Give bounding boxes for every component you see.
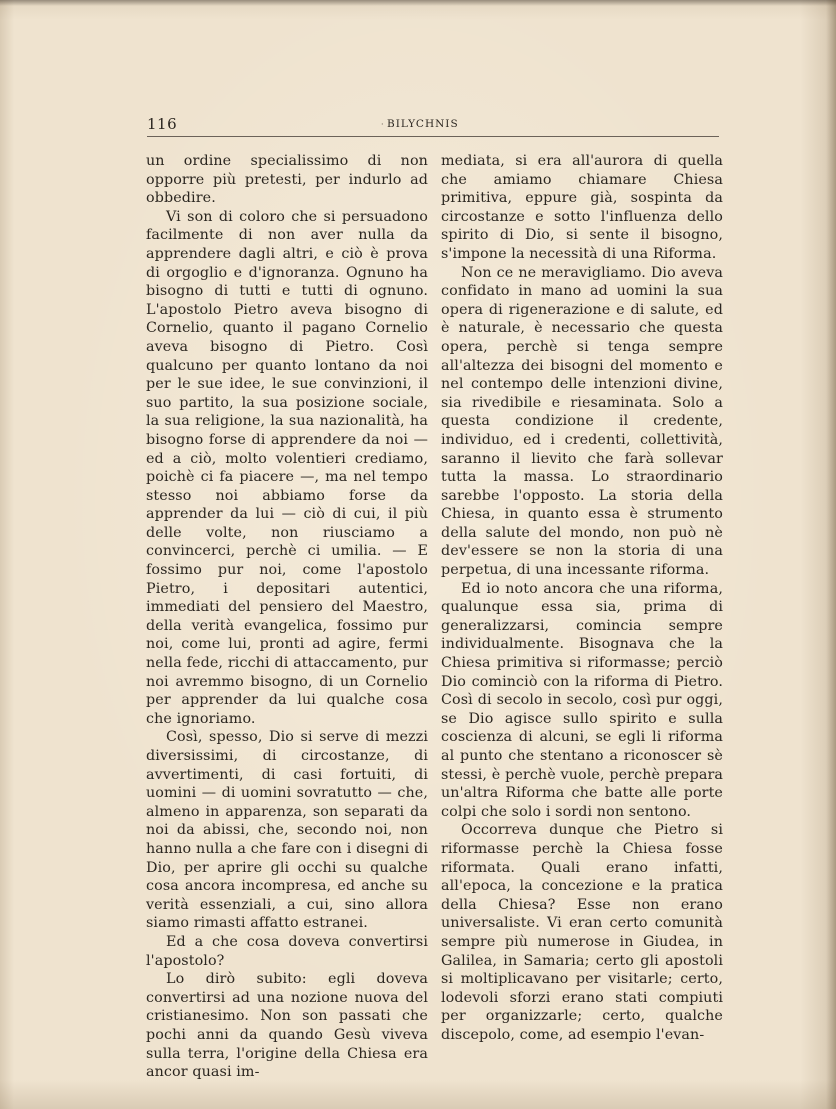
left-column bbox=[146, 152, 428, 1082]
paragraph: Lo dirò subito: egli doveva convertirsi ad una nozione nuova del cristianesimo. Non son passati che pochi anni da quando Gesù viveva sulla terra, l'origine della Chiesa era ancor quasi im- bbox=[146, 971, 428, 1081]
paragraph: mediata, si era all'aurora di quella che amiamo chiamare Chiesa primitiva, eppure già, sospinta da circostanze e sotto l'influenza dello spirito di Dio, si sente il bisogno, s'impone la necessità di una Riforma. bbox=[441, 153, 723, 262]
paragraph: Vi son di coloro che si persuadono facilmente di non aver nulla da apprendere dagli altri, e ciò è prova di orgoglio e d'ignoranza. Ognuno ha bisogno di tutti e tutti di ognuno. L'apostolo Pietro aveva bisogno di Cornelio, quanto il pagano Cornelio aveva bisogno di Pietro. Così qualcuno per quanto lontano da noi per le sue idee, le sue convinzioni, il suo partito, la sua posizione sociale, la sua religione, la sua nazionalità, ha bisogno forse di apprendere da noi — ed a ciò, molto volentieri crediamo, poichè ci fa piacere —, ma nel tempo stesso noi abbiamo forse da apprender da lui — ciò di cui, il più delle volte, non riusciamo a convincerci, perchè ci umilia. — E fossimo pur noi, come l'apostolo Pietro, i depositari autentici, immediati del pensiero del Maestro, della verità evangelica, fossimo pur noi, come lui, pronti ad agire, fermi nella fede, ricchi di attaccamento, pur noi avremmo bisogno, di un Cornelio per apprender da lui qualche cosa che ignoriamo. bbox=[146, 208, 428, 727]
header-rule bbox=[147, 136, 719, 137]
page-top-shadow bbox=[0, 0, 836, 6]
right-column bbox=[441, 152, 723, 1045]
page-right-shadow bbox=[826, 0, 836, 1109]
paragraph: Così, spesso, Dio si serve di mezzi diversissimi, di circostanze, di avvertimenti, di casi fortuiti, di uomini — di uomini sovratutto — che, almeno in apparenza, son separati da noi da abissi, che, secondo noi, non hanno nulla a che fare con i disegni di Dio, per aprire gli occhi su qualche cosa ancora incompresa, ed anche su verità essenziali, a cui, sino allora siamo rimasti affatto estranei. bbox=[146, 729, 428, 932]
page-number: 116 bbox=[147, 115, 178, 133]
paragraph: Ed a che cosa doveva convertirsi l'apostolo? bbox=[146, 933, 428, 969]
running-title: BILYCHNIS bbox=[387, 118, 459, 130]
paragraph: un ordine specialissimo di non opporre più pretesti, per indurlo ad obbedire. bbox=[146, 153, 428, 207]
paragraph: Ed io noto ancora che una riforma, qualunque essa sia, prima di generalizzarsi, comincia sempre individualmente. Bisognava che la Chiesa primitiva si riformasse; perciò Dio cominciò con la riforma di Pietro. Così di secolo in secolo, così pur oggi, se Dio agisce sullo spirito e sulla coscienza di alcuni, se egli li riforma al punto che stentano a riconoscer sè stessi, è perchè vuole, perchè prepara un'altra Riforma che batte alle porte colpi che solo i sordi non sentono. bbox=[441, 580, 723, 820]
paragraph: Occorreva dunque che Pietro si riformasse perchè la Chiesa fosse riformata. Quali erano infatti, all'epoca, la concezione e la pratica della Chiesa? Esse non erano universaliste. Vi eran certo comunità sempre più numerose in Giudea, in Galilea, in Samaria; certo gli apostoli si moltiplicavano per visitarle; certo, lodevoli sforzi erano stati compiuti per organizzarle; certo, qualche discepolo, come, ad esempio l'evan- bbox=[441, 822, 723, 1043]
page-header bbox=[147, 112, 719, 136]
header-ornament-dot: · bbox=[381, 120, 384, 129]
paragraph: Non ce ne meravigliamo. Dio aveva confidato in mano ad uomini la sua opera di rigenerazione e di salute, ed è naturale, è necessario che questa opera, perchè si tenga sempre all'altezza dei bisogni del momento e nel contempo delle intenzioni divine, sia rivedibile e riesaminata. Solo a questa condizione il credente, individuo, ed i credenti, collettività, saranno il lievito che farà sollevar tutta la massa. Lo straordinario sarebbe l'opposto. La storia della Chiesa, in quanto essa è strumento della salute del mondo, non può nè dev'essere se non la storia di una perpetua, di una incessante riforma. bbox=[441, 264, 723, 579]
